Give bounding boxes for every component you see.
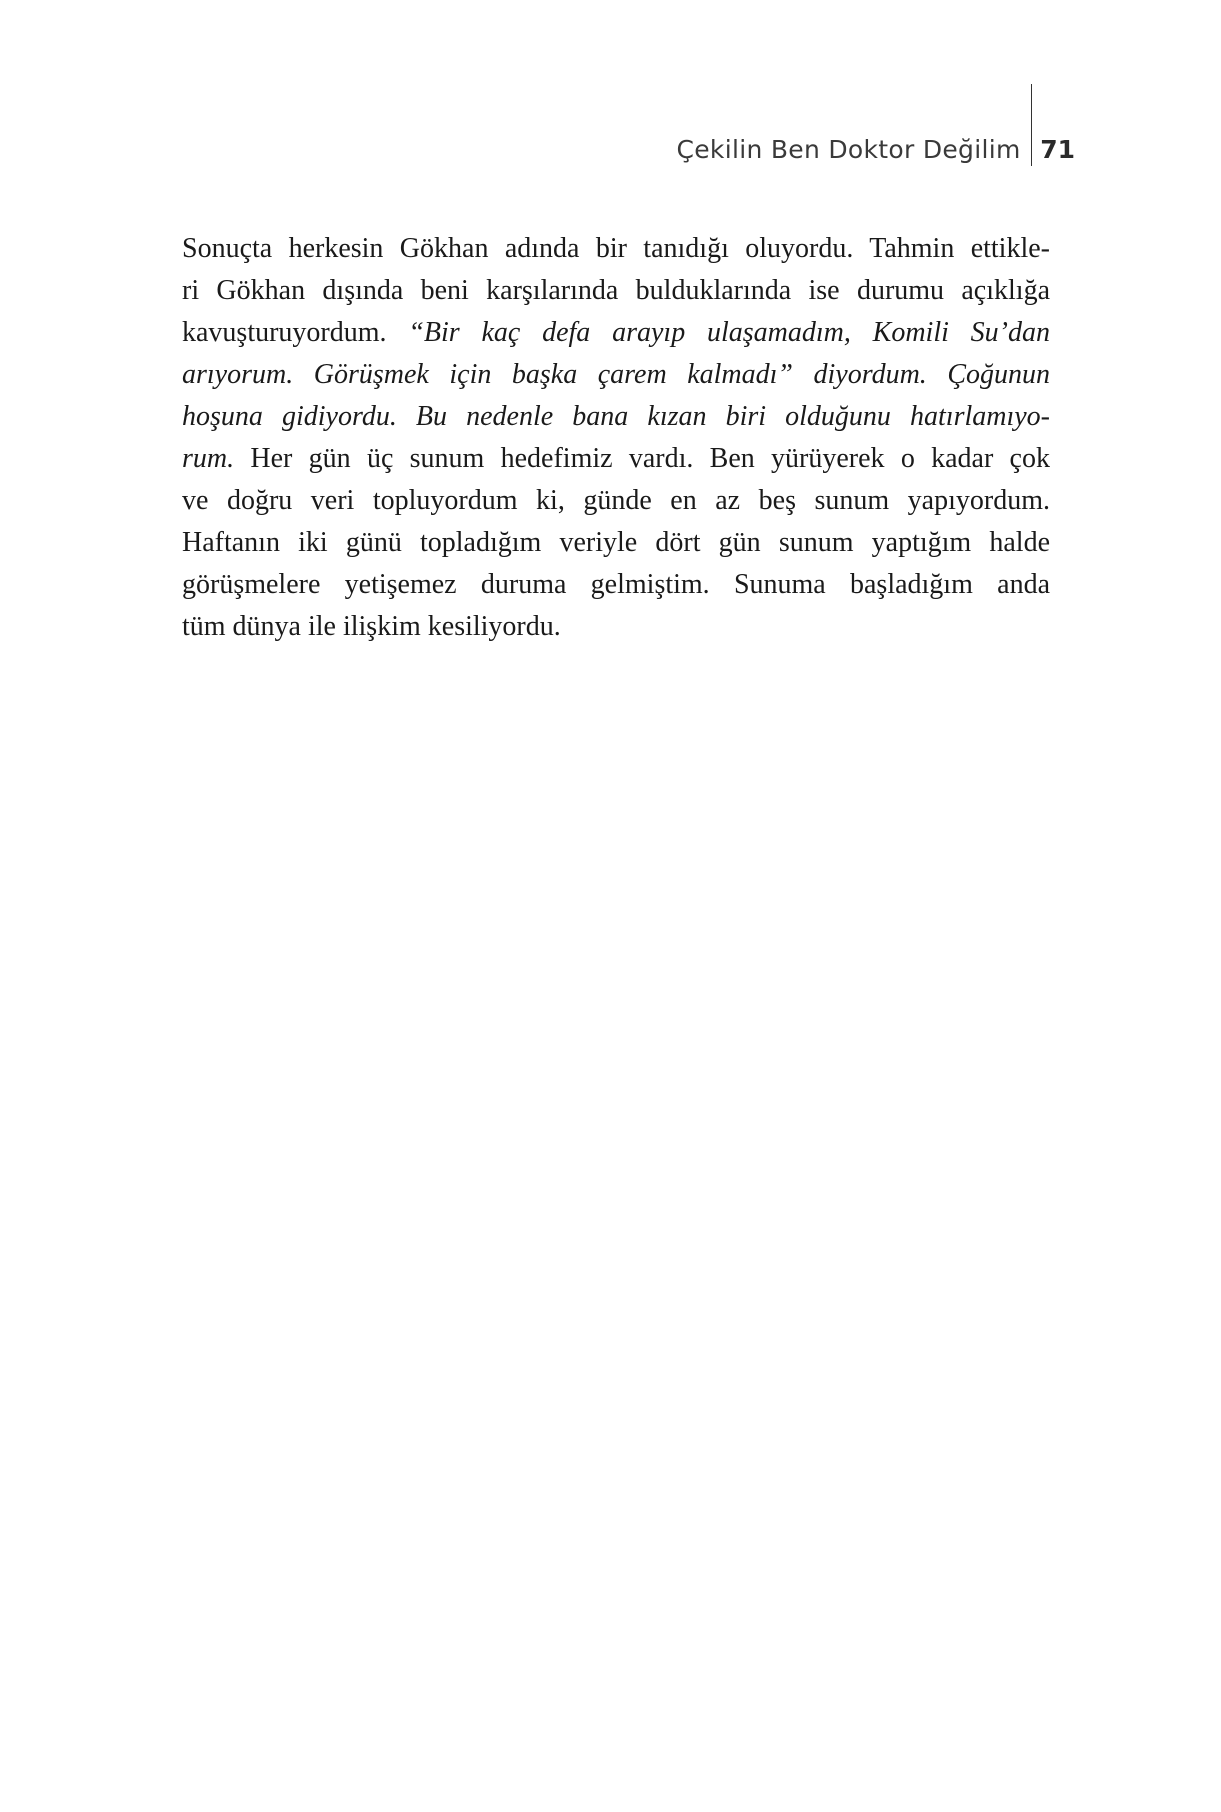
text-segment: Sonuçta herkesin Gökhan adında bir tanıdığı oluyordu. Tahmin ettikle- bbox=[182, 233, 1050, 264]
text-segment: ve doğru veri topluyordum ki, günde en az beş sunum yapıyordum. bbox=[182, 485, 1050, 516]
running-header bbox=[677, 84, 1076, 166]
text-line bbox=[182, 396, 1050, 438]
text-segment: Her gün üç sunum hedefimiz vardı. Ben yürüyerek o kadar çok bbox=[234, 443, 1050, 474]
text-line bbox=[182, 312, 1050, 354]
text-line bbox=[182, 480, 1050, 522]
text-segment: görüşmelere yetişemez duruma gelmiştim. Sunuma başladığım anda bbox=[182, 569, 1050, 600]
text-line bbox=[182, 522, 1050, 564]
text-segment: Haftanın iki günü topladığım veriyle dört gün sunum yaptığım halde bbox=[182, 527, 1050, 558]
text-line bbox=[182, 270, 1050, 312]
header-title: Çekilin Ben Doktor Değilim bbox=[676, 135, 1021, 164]
page-number: 71 bbox=[1040, 135, 1075, 164]
text-line bbox=[182, 564, 1050, 606]
italic-text-segment: hoşuna gidiyordu. Bu nedenle bana kızan biri olduğunu hatırlamıyo- bbox=[182, 401, 1050, 432]
body-paragraph bbox=[182, 228, 1050, 648]
italic-text-segment: arıyorum. Görüşmek için başka çarem kalmadı” diyordum. Çoğunun bbox=[182, 359, 1050, 390]
text-segment: kavuşturuyordum. bbox=[182, 317, 409, 348]
text-line bbox=[182, 606, 1050, 648]
text-line bbox=[182, 354, 1050, 396]
text-segment: ri Gökhan dışında beni karşılarında bulduklarında ise durumu açıklığa bbox=[182, 275, 1050, 306]
text-line bbox=[182, 228, 1050, 270]
italic-text-segment: rum. bbox=[182, 443, 235, 474]
italic-text-segment: “Bir kaç defa arayıp ulaşamadım, Komili Su’dan bbox=[408, 317, 1051, 348]
text-line bbox=[182, 438, 1050, 480]
text-segment: tüm dünya ile ilişkim kesiliyordu. bbox=[182, 611, 561, 642]
